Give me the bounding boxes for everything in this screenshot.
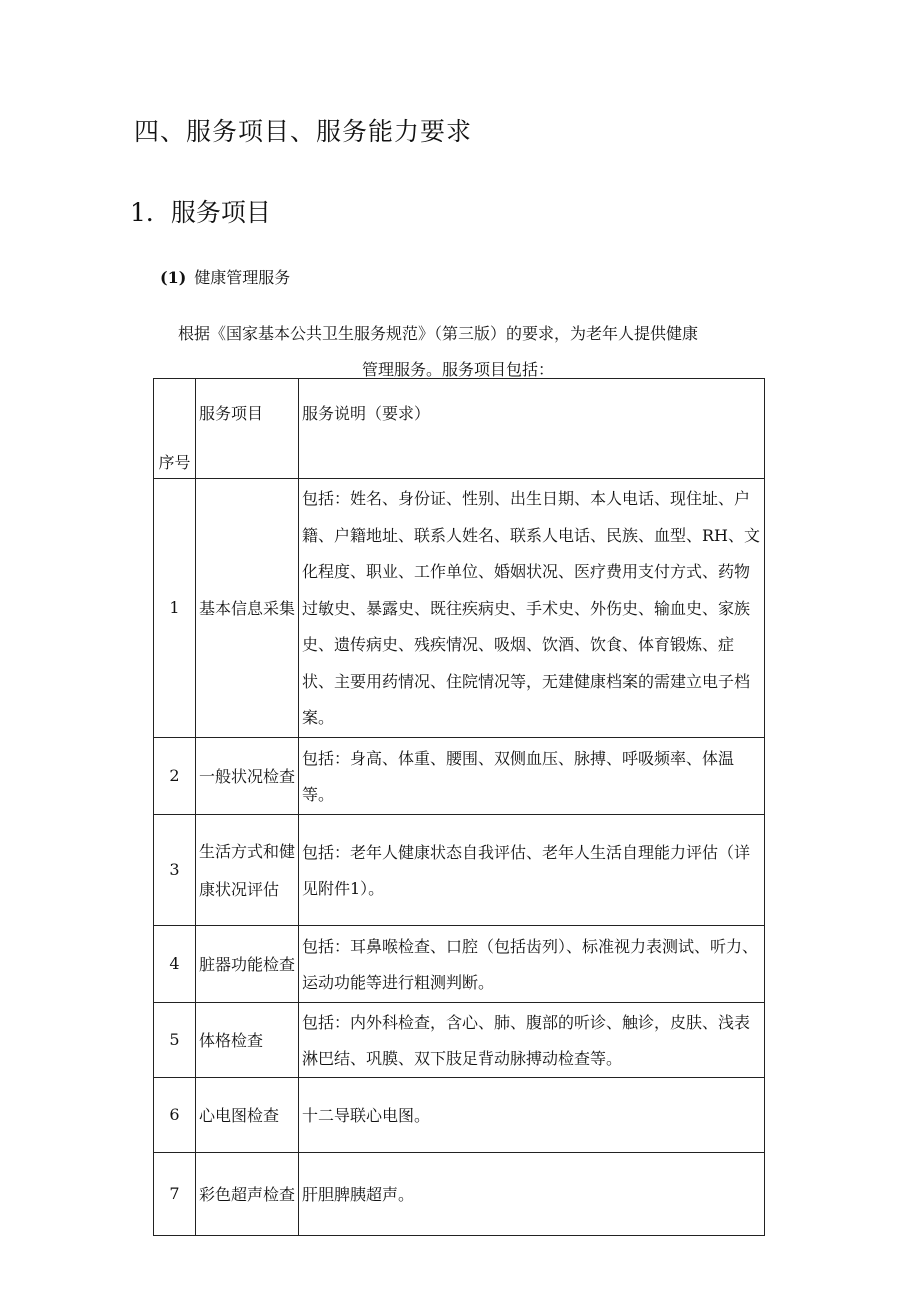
row-desc: 包括：姓名、身份证、性别、出生日期、本人电话、现住址、户籍、户籍地址、联系人姓名、联系人电话、民族、血型、RH、文化程度、职业、工作单位、婚姻状况、医疗费用支付方式、药物过敏史、暴露史、既往疾病史、手术史、外伤史、输血史、家族史、遗传病史、残疾情况、吸烟、饮酒、饮食、体育锻炼、症状、主要用药情况、住院情况等，无建健康档案的需建立电子档案。 (299, 479, 765, 738)
table-row (154, 814, 765, 925)
table-row (154, 737, 765, 814)
row-desc: 包括：耳鼻喉检查、口腔（包括齿列）、标准视力表测试、听力、运动功能等进行粗测判断。 (299, 925, 765, 1002)
table-row (154, 1002, 765, 1077)
header-item: 服务项目 (196, 379, 299, 479)
row-item: 一般状况检查 (196, 737, 299, 814)
section-heading: 四、服务项目、服务能力要求 (134, 117, 473, 146)
subsection-heading: 1．服务项目 (130, 198, 271, 227)
row-no: 5 (154, 1002, 196, 1077)
row-desc: 包括：老年人健康状态自我评估、老年人生活自理能力评估（详见附件1）。 (299, 814, 765, 925)
table-header-row (154, 379, 765, 479)
header-desc: 服务说明（要求） (299, 379, 765, 479)
row-desc: 包括：内外科检查，含心、肺、腹部的听诊、触诊，皮肤、浅表淋巴结、巩膜、双下肢足背动脉搏动检查等。 (299, 1002, 765, 1077)
row-desc: 肝胆脾胰超声。 (299, 1152, 765, 1235)
table-row (154, 1077, 765, 1152)
table-row (154, 1152, 765, 1235)
sub-subsection-title: 健康管理服务 (194, 268, 291, 287)
table-row (154, 925, 765, 1002)
sub-subsection-number: (1) (160, 268, 187, 287)
row-item: 脏器功能检查 (196, 925, 299, 1002)
row-item: 基本信息采集 (196, 479, 299, 738)
row-no: 3 (154, 814, 196, 925)
table-row (154, 479, 765, 738)
row-item: 生活方式和健康状况评估 (196, 814, 299, 925)
row-no: 1 (154, 479, 196, 738)
row-no: 6 (154, 1077, 196, 1152)
row-desc: 包括：身高、体重、腰围、双侧血压、脉搏、呼吸频率、体温等。 (299, 737, 765, 814)
header-no: 序号 (154, 379, 196, 479)
sub-subsection-heading (160, 265, 290, 288)
row-no: 7 (154, 1152, 196, 1235)
intro-line-2: 管理服务。服务项目包括： (362, 360, 555, 379)
row-item: 彩色超声检查 (196, 1152, 299, 1235)
service-items-table (153, 378, 765, 1236)
row-no: 2 (154, 737, 196, 814)
row-item: 心电图检查 (196, 1077, 299, 1152)
row-no: 4 (154, 925, 196, 1002)
row-item: 体格检查 (196, 1002, 299, 1077)
row-desc: 十二导联心电图。 (299, 1077, 765, 1152)
intro-line-1: 根据《国家基本公共卫生服务规范》（第三版）的要求，为老年人提供健康 (178, 324, 699, 343)
